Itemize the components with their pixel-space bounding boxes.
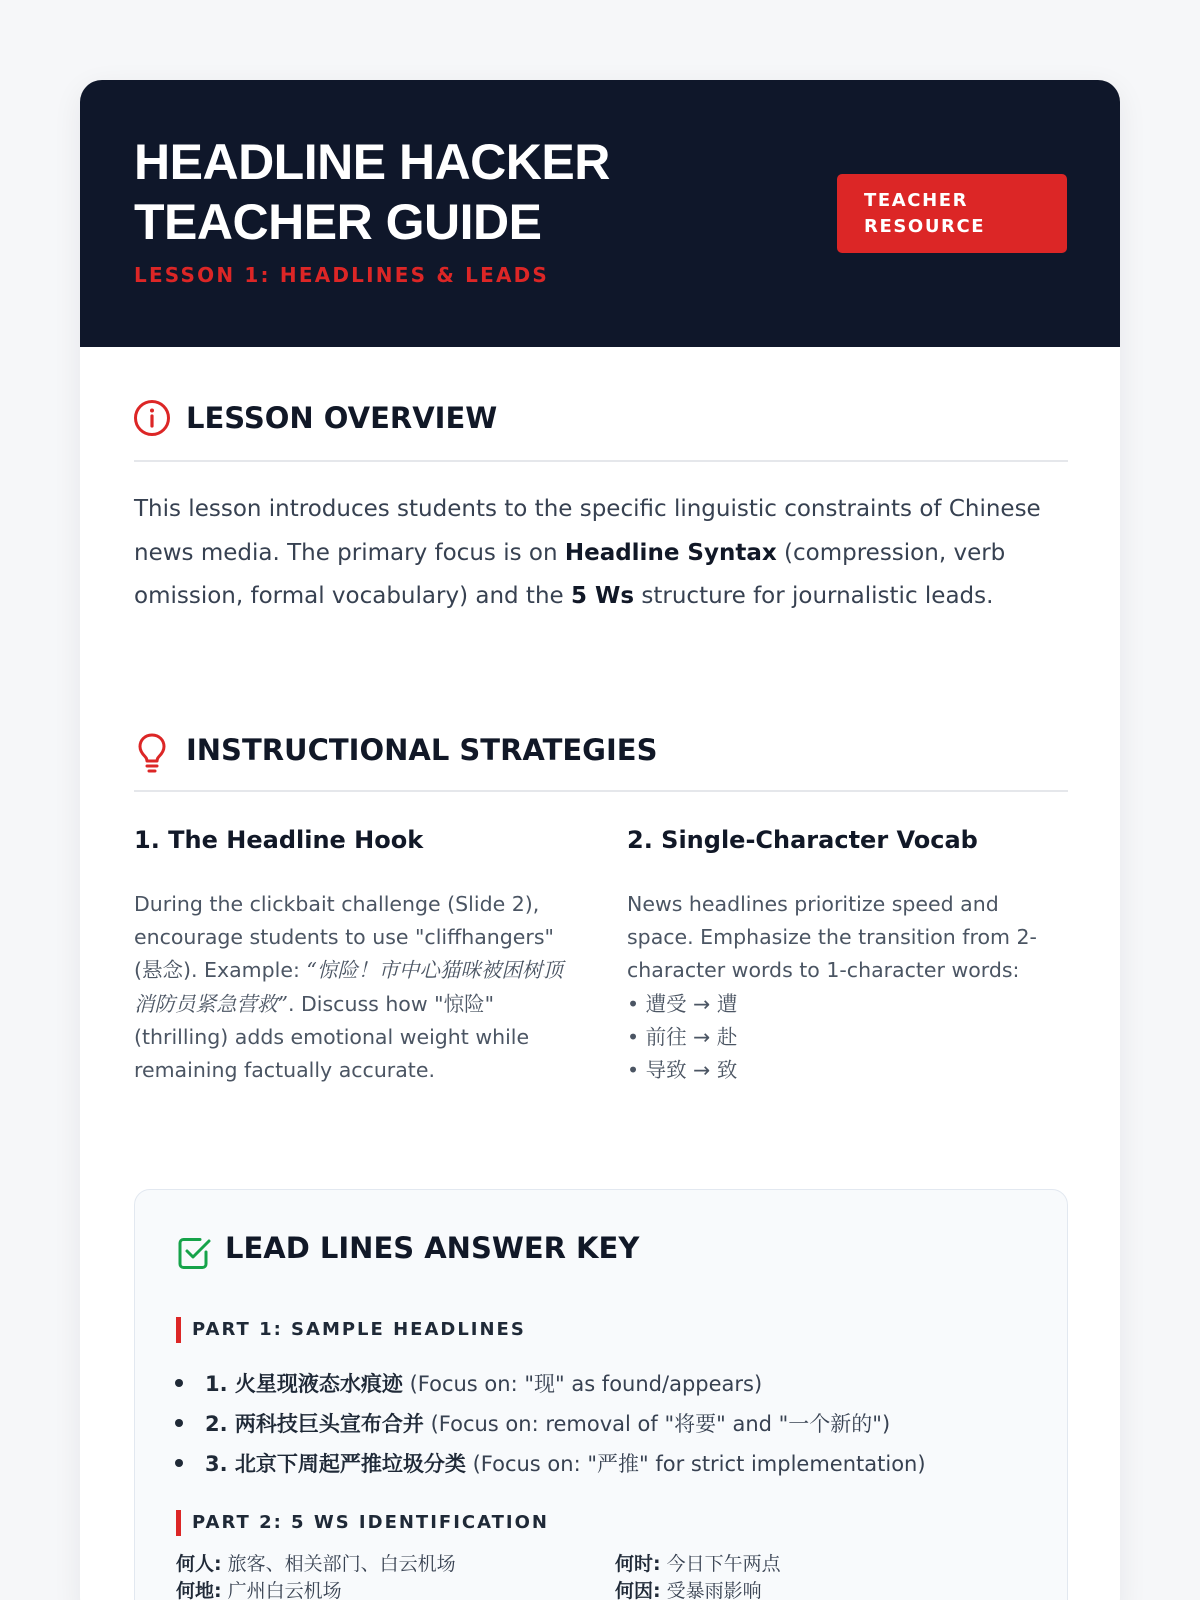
part2-accent-bar (176, 1510, 181, 1536)
sample-headline-item (175, 1370, 762, 1398)
ws-where-value: 广州白云机场 (221, 1580, 342, 1600)
badge-line-1: TEACHER (864, 190, 969, 211)
ws-who-value: 旅客、相关部门、白云机场 (221, 1553, 456, 1575)
bullet-dot (175, 1419, 183, 1427)
headline-text: 2. 两科技巨头宣布合并 (205, 1412, 424, 1436)
vocab-item: • 遭受 → 遭 (627, 991, 738, 1016)
checkbox-icon (176, 1235, 212, 1271)
ws-when (615, 1551, 781, 1577)
strategies-divider (134, 790, 1068, 792)
lesson-overview-title: LESSON OVERVIEW (186, 401, 498, 435)
lesson-subtitle: LESSON 1: HEADLINES & LEADS (134, 263, 550, 287)
overview-bold-headline-syntax: Headline Syntax (564, 539, 777, 566)
part2-label: PART 2: 5 WS IDENTIFICATION (192, 1512, 549, 1533)
overview-text-2: (compression, verb omission, formal vocabulary) and the (134, 539, 1006, 609)
headline-hook-heading: 1. The Headline Hook (134, 826, 424, 854)
ws-where-label: 何地: (176, 1580, 222, 1600)
ws-who (176, 1551, 456, 1577)
hook-example-headline: “惊险！市中心猫咪被困树顶 消防员紧急营救” (134, 958, 563, 1016)
bullet-dot (175, 1459, 183, 1467)
ws-why-value: 受暴雨影响 (660, 1580, 762, 1600)
ws-where (176, 1578, 342, 1600)
ws-why (615, 1578, 762, 1600)
guide-title-line-1: HEADLINE HACKER (134, 134, 610, 190)
headline-note: (Focus on: "严推" for strict implementation) (465, 1452, 926, 1476)
ws-when-value: 今日下午两点 (660, 1553, 781, 1575)
ws-when-label: 何时: (615, 1553, 661, 1575)
guide-header (80, 80, 1120, 347)
teacher-resource-badge (837, 174, 1067, 253)
ws-who-label: 何人: (176, 1553, 222, 1575)
overview-divider (134, 460, 1068, 462)
headline-note: (Focus on: removal of "将要" and "一个新的") (423, 1412, 891, 1436)
instructional-strategies-title: INSTRUCTIONAL STRATEGIES (186, 733, 658, 767)
part1-label: PART 1: SAMPLE HEADLINES (192, 1319, 526, 1340)
ws-why-label: 何因: (615, 1580, 661, 1600)
overview-text-1: This lesson introduces students to the specific linguistic constraints of Chinese news media. The primary focus is on (134, 496, 1041, 566)
lightbulb-icon (134, 730, 170, 774)
headline-text: 3. 北京下周起严推垃圾分类 (205, 1452, 466, 1476)
single-character-vocab-text (627, 888, 1071, 1087)
teacher-guide-card (80, 80, 1120, 1600)
vocab-item: • 导致 → 致 (627, 1058, 738, 1083)
hook-text-2: . Discuss how "惊险" (thrilling) adds emotional weight while remaining factually accurate. (134, 991, 530, 1083)
vocab-intro-text: News headlines prioritize speed and space. Emphasize the transition from 2-character words to 1-character words: (627, 892, 1037, 983)
guide-title-line-2: TEACHER GUIDE (134, 194, 542, 250)
badge-line-2: RESOURCE (864, 216, 986, 237)
part1-accent-bar (176, 1317, 181, 1343)
bullet-dot (175, 1379, 183, 1387)
info-circle-icon (132, 398, 172, 438)
single-character-vocab-heading: 2. Single-Character Vocab (627, 826, 978, 854)
vocab-item: • 前往 → 赴 (627, 1024, 738, 1049)
overview-bold-5ws: 5 Ws (571, 583, 635, 609)
overview-text-3: structure for journalistic leads. (634, 583, 994, 609)
answer-key-title: LEAD LINES ANSWER KEY (225, 1231, 640, 1265)
sample-headline-item (175, 1410, 890, 1438)
headline-note: (Focus on: "现" as found/appears) (402, 1372, 763, 1396)
hook-text-1: During the clickbait challenge (Slide 2), encourage students to use "cliffhangers" (悬念). Example: (134, 892, 554, 983)
sample-headline-item (175, 1450, 926, 1478)
headline-hook-text (134, 888, 578, 1087)
lesson-overview-text (134, 488, 1054, 619)
headline-text: 1. 火星现液态水痕迹 (205, 1372, 403, 1396)
